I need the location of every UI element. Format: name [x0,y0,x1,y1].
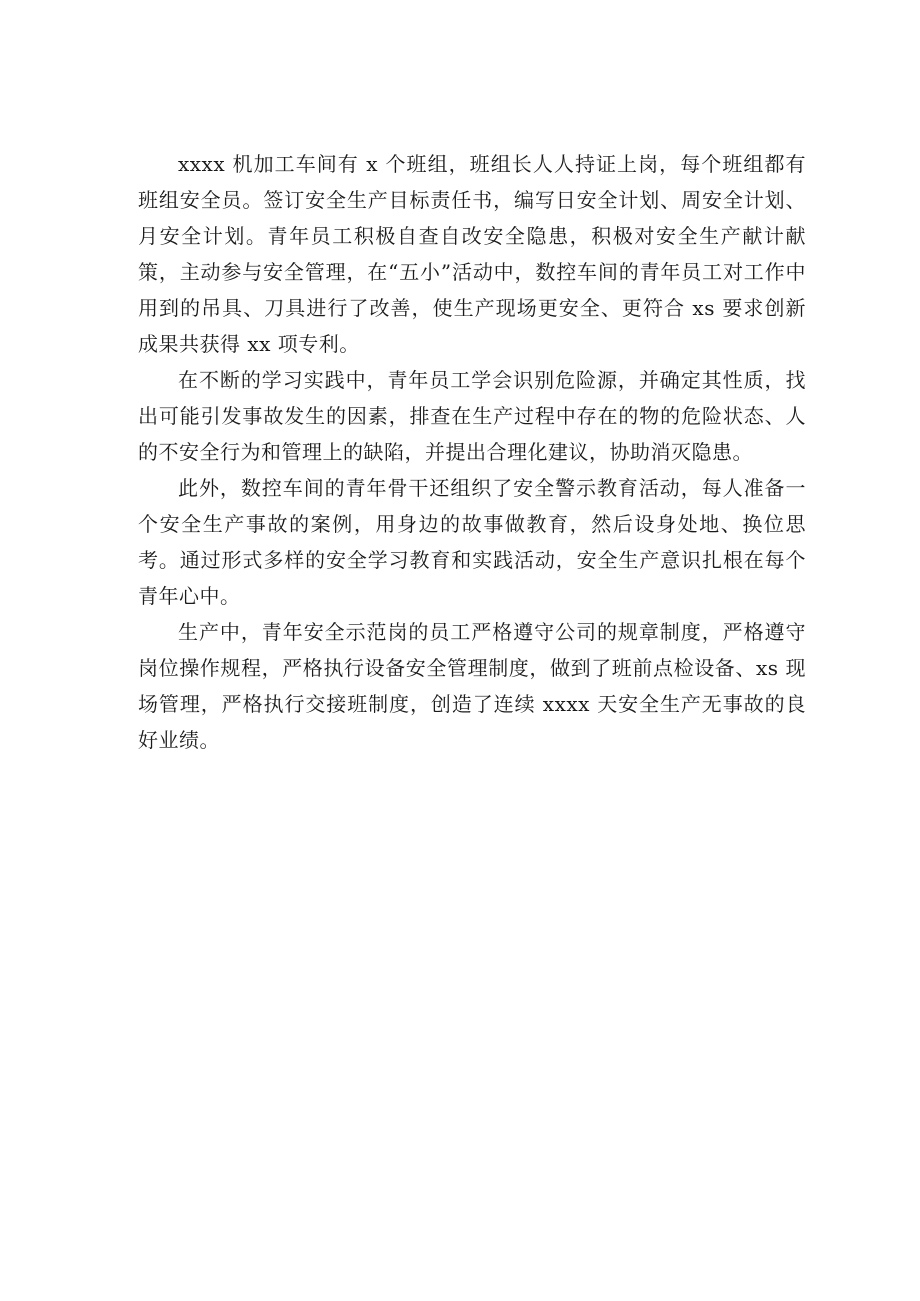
paragraph-1: xxxx 机加工车间有 x 个班组，班组长人人持证上岗，每个班组都有班组安全员。签订安全生产目标责任书，编写日安全计划、周安全计划、月安全计划。青年员工积极自查自改安全隐患，积极对安全生产献计献策，主动参与安全管理，在“五小”活动中，数控车间的青年员工对工作中用到的吊具、刀具进行了改善，使生产现场更安全、更符合 xs 要求创新成果共获得 xx 项专利。 [138,152,806,356]
paragraph-4: 生产中，青年安全示范岗的员工严格遵守公司的规章制度，严格遵守岗位操作规程，严格执行设备安全管理制度，做到了班前点检设备、xs 现场管理，严格执行交接班制度，创造了连续 xxxx 天安全生产无事故的良好业绩。 [138,620,806,752]
document-body [138,146,806,758]
paragraph-3: 此外，数控车间的青年骨干还组织了安全警示教育活动，每人准备一个安全生产事故的案例，用身边的故事做教育，然后设身处地、换位思考。通过形式多样的安全学习教育和实践活动，安全生产意识扎根在每个青年心中。 [138,476,806,608]
paragraph-2: 在不断的学习实践中，青年员工学会识别危险源，并确定其性质，找出可能引发事故发生的因素，排查在生产过程中存在的物的危险状态、人的不安全行为和管理上的缺陷，并提出合理化建议，协助消灭隐患。 [138,368,806,464]
